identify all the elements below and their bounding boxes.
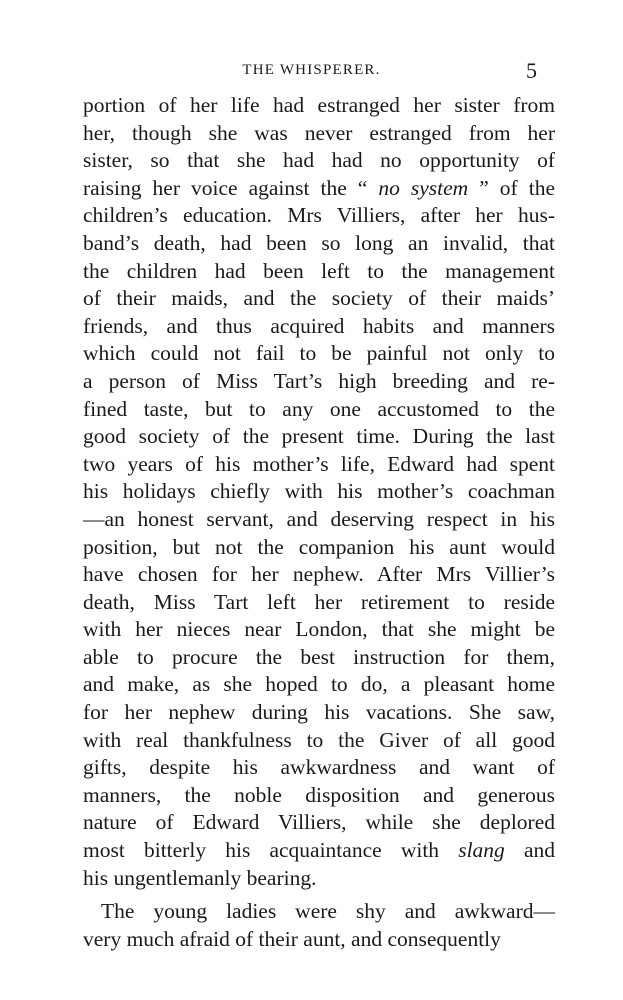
text-line xyxy=(83,92,555,120)
text-segment: children’s education. Mrs Villiers, after her hus- xyxy=(83,203,555,228)
text-line xyxy=(83,809,555,837)
page-number: 5 xyxy=(526,58,537,83)
text-segment: two years of his mother’s life, Edward had spent xyxy=(83,451,555,476)
text-segment: a person of Miss Tart’s high breeding and re- xyxy=(83,368,555,393)
running-head xyxy=(0,58,623,84)
text-segment: nature of Edward Villiers, while she deplored xyxy=(83,810,555,835)
text-line xyxy=(83,589,555,617)
text-line xyxy=(83,230,555,258)
body-text xyxy=(83,92,555,953)
text-segment: able to procure the best instruction for them, xyxy=(83,644,555,669)
text-segment: with real thankfulness to the Giver of all good xyxy=(83,727,555,752)
text-line xyxy=(83,396,555,424)
text-line xyxy=(83,754,555,782)
text-segment: the children had been left to the management xyxy=(83,258,555,283)
text-segment: very much afraid of their aunt, and consequently xyxy=(83,926,501,951)
text-line xyxy=(83,926,555,954)
text-segment: position, but not the companion his aunt would xyxy=(83,534,555,559)
text-line xyxy=(83,671,555,699)
text-segment: good society of the present time. During the last xyxy=(83,424,555,449)
text-line xyxy=(83,782,555,810)
text-line xyxy=(83,478,555,506)
text-segment: portion of her life had estranged her sister from xyxy=(83,93,555,117)
text-line xyxy=(83,534,555,562)
text-segment: band’s death, had been so long an invalid, that xyxy=(83,230,555,255)
text-segment: death, Miss Tart left her retirement to reside xyxy=(83,589,555,614)
text-line xyxy=(83,340,555,368)
text-line xyxy=(83,837,555,865)
text-segment: for her nephew during his vacations. She saw, xyxy=(83,700,555,725)
text-line xyxy=(83,147,555,175)
text-line xyxy=(83,258,555,286)
paragraph xyxy=(83,92,555,892)
text-segment: most bitterly his acquaintance with xyxy=(83,838,459,863)
text-line xyxy=(83,285,555,313)
text-segment: and make, as she hoped to do, a pleasant home xyxy=(83,672,555,697)
text-segment: ” of the xyxy=(468,175,555,200)
text-line xyxy=(83,313,555,341)
text-line xyxy=(83,506,555,534)
text-line xyxy=(83,368,555,396)
text-segment: The young ladies were shy and awkward— xyxy=(101,899,555,924)
text-segment: and xyxy=(504,838,555,863)
text-line xyxy=(83,202,555,230)
text-segment: raising her voice against the “ xyxy=(83,175,379,200)
text-line xyxy=(83,120,555,148)
text-line xyxy=(83,898,555,926)
text-segment: his holidays chiefly with his mother’s coachman xyxy=(83,479,555,504)
text-segment: manners, the noble disposition and generous xyxy=(83,782,555,807)
italic-text: no system xyxy=(378,175,469,200)
text-segment: have chosen for her nephew. After Mrs Villier’s xyxy=(83,562,555,587)
text-line xyxy=(83,175,555,203)
text-segment: with her nieces near London, that she might be xyxy=(83,617,555,642)
text-segment: which could not fail to be painful not only to xyxy=(83,341,555,366)
italic-text: slang xyxy=(458,838,505,863)
text-segment: his ungentlemanly bearing. xyxy=(83,865,317,890)
text-line xyxy=(83,699,555,727)
text-segment: her, though she was never estranged from her xyxy=(83,120,555,145)
text-segment: of their maids, and the society of their maids’ xyxy=(83,286,555,311)
text-segment: fined taste, but to any one accustomed to the xyxy=(83,396,555,421)
text-line xyxy=(83,423,555,451)
text-line xyxy=(83,865,555,893)
text-line xyxy=(83,451,555,479)
text-segment: gifts, despite his awkwardness and want of xyxy=(83,755,555,780)
text-line xyxy=(83,644,555,672)
running-title: THE WHISPERER. xyxy=(242,62,381,78)
text-segment: friends, and thus acquired habits and manners xyxy=(83,313,555,338)
paragraph xyxy=(83,898,555,953)
text-line xyxy=(83,561,555,589)
text-line xyxy=(83,727,555,755)
text-segment: —an honest servant, and deserving respect in his xyxy=(83,506,555,531)
text-segment: sister, so that she had had no opportunity of xyxy=(83,148,555,173)
text-line xyxy=(83,616,555,644)
